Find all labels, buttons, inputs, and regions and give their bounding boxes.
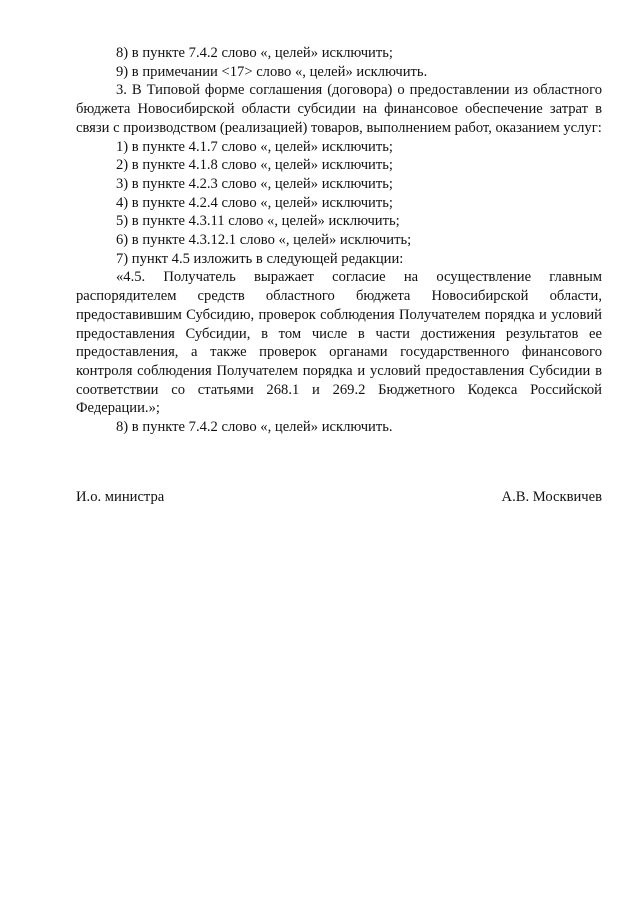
paragraph-item-6: 6) в пункте 4.3.12.1 слово «, целей» исключить; (116, 232, 412, 249)
signatory-name: А.В. Москвичев (501, 489, 602, 505)
paragraph-item-7: 7) пункт 4.5 изложить в следующей редакции: (116, 250, 404, 267)
document-body (76, 44, 602, 437)
paragraph-section-3: 3. В Типовой форме соглашения (договора) о предоставлении из областного бюджета Новосибирской области субсидии на финансовое обеспечение затрат в связи с производством (реализацией) товаров, выполнением работ, оказанием услуг: (76, 82, 602, 136)
paragraph-item-8-last: 8) в пункте 7.4.2 слово «, целей» исключить. (116, 419, 393, 436)
paragraph-quoted-clause-4-5: «4.5. Получатель выражает согласие на осуществление главным распорядителем средств областного бюджета Новосибирской области, предоставившим Субсидию, проверок соблюдения Получателем порядка и условий предоставления Субсидии, в том числе в части достижения результатов ее предоставления, а также проверок органами государственного финансового контроля соблюдения Получателем порядка и условий предоставления Субсидии в соответствии со статьями 268.1 и 269.2 Бюджетного Кодекса Российской Федерации.»; (76, 269, 602, 417)
paragraph-item-8-first: 8) в пункте 7.4.2 слово «, целей» исключить; (116, 45, 393, 61)
paragraph-item-4: 4) в пункте 4.2.4 слово «, целей» исключить; (116, 194, 393, 211)
signatory-position: И.о. министра (76, 489, 165, 505)
paragraph-item-2: 2) в пункте 4.1.8 слово «, целей» исключить; (116, 157, 393, 174)
signature-block (76, 488, 602, 507)
paragraph-item-3: 3) в пункте 4.2.3 слово «, целей» исключить; (116, 175, 393, 192)
paragraph-item-5: 5) в пункте 4.3.11 слово «, целей» исключить; (116, 213, 400, 230)
paragraph-item-9: 9) в примечании <17> слово «, целей» исключить. (116, 63, 428, 80)
paragraph-item-1: 1) в пункте 4.1.7 слово «, целей» исключить; (116, 138, 393, 155)
